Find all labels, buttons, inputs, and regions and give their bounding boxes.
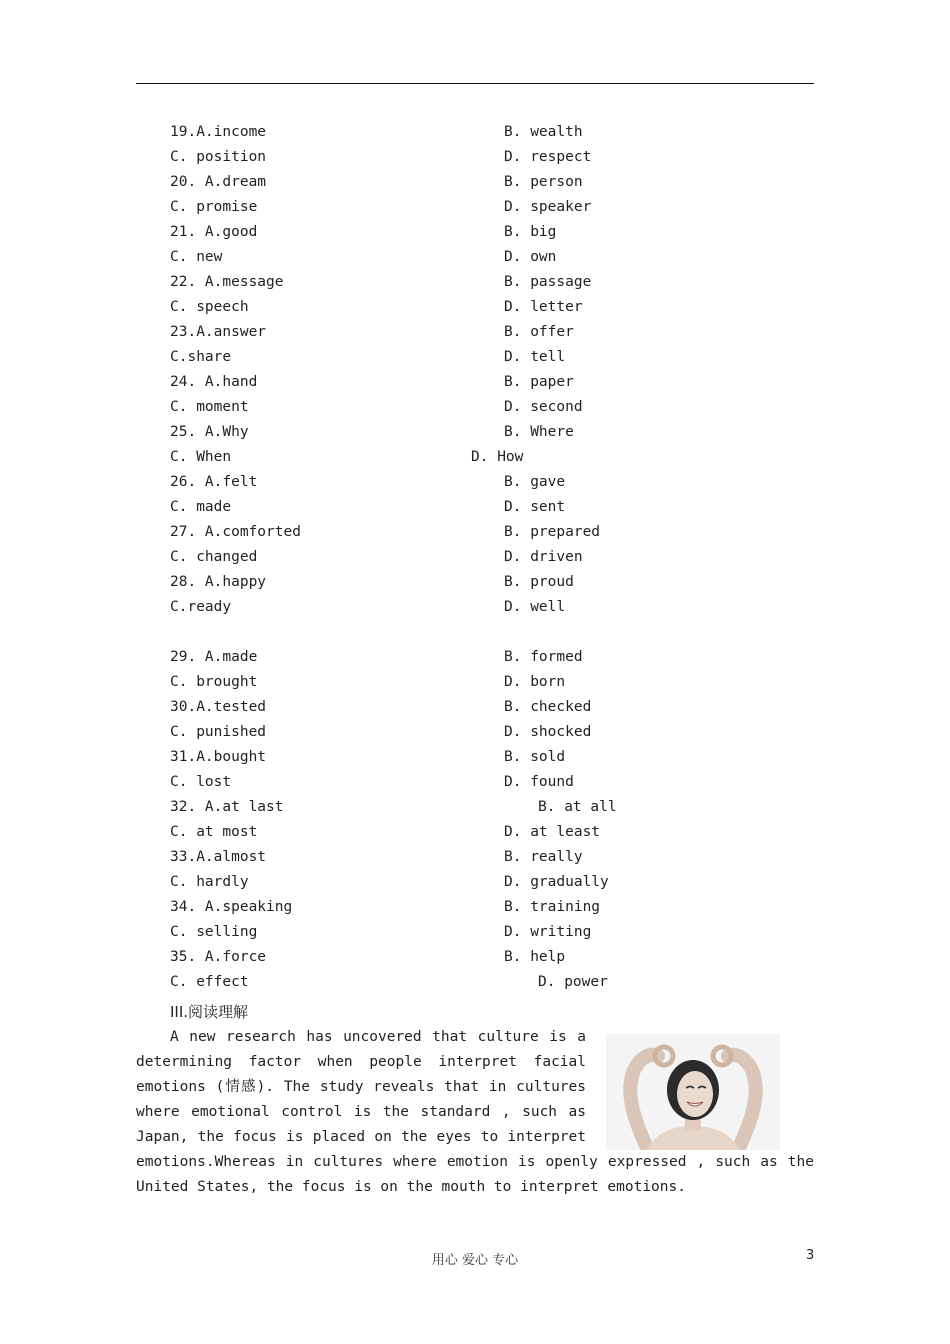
- option-right: B. proud: [504, 574, 574, 590]
- option-right: B. prepared: [504, 524, 601, 540]
- option-left: 27. A.comforted: [170, 524, 301, 540]
- option-row: [0, 445, 950, 470]
- option-right: D. own: [504, 249, 557, 265]
- option-left: C. moment: [170, 399, 249, 415]
- option-row: [0, 770, 950, 795]
- option-row: [0, 120, 950, 145]
- option-right: D. gradually: [504, 874, 609, 890]
- option-right: D. second: [504, 399, 583, 415]
- option-right: D. driven: [504, 549, 583, 565]
- header-rule: [136, 83, 814, 84]
- option-row: [0, 695, 950, 720]
- option-row: [0, 170, 950, 195]
- option-left: 32. A.at last: [170, 799, 284, 815]
- option-left: C. When: [170, 449, 232, 465]
- option-row: [0, 420, 950, 445]
- option-right: D. born: [504, 674, 566, 690]
- option-left: C.ready: [170, 599, 232, 615]
- option-right: B. formed: [504, 649, 583, 665]
- option-row: [0, 595, 950, 620]
- option-left: C. brought: [170, 674, 258, 690]
- option-left: C. lost: [170, 774, 232, 790]
- option-row: [0, 370, 950, 395]
- option-left: 35. A.force: [170, 949, 267, 965]
- option-left: C. position: [170, 149, 267, 165]
- option-right: D. tell: [504, 349, 566, 365]
- option-left: 34. A.speaking: [170, 899, 293, 915]
- option-row: [0, 820, 950, 845]
- option-row: [0, 795, 950, 820]
- option-left: 24. A.hand: [170, 374, 258, 390]
- option-right: D. sent: [504, 499, 566, 515]
- passage-line: determining factor when people interpret facial: [136, 1054, 586, 1070]
- option-left: C. hardly: [170, 874, 249, 890]
- option-left: 22. A.message: [170, 274, 284, 290]
- option-row: [0, 720, 950, 745]
- option-row: [0, 970, 950, 995]
- option-left: C. effect: [170, 974, 249, 990]
- passage-line: United States, the focus is on the mouth to interpret emotions.: [136, 1179, 686, 1195]
- option-row: [0, 345, 950, 370]
- option-row: [0, 920, 950, 945]
- passage-line: where emotional control is the standard , such as: [136, 1104, 586, 1120]
- option-left: C. punished: [170, 724, 267, 740]
- option-row: [0, 570, 950, 595]
- footer-slogan: 用心 爱心 专心: [431, 1253, 519, 1268]
- option-left: 33.A.almost: [170, 849, 267, 865]
- option-left: C. made: [170, 499, 232, 515]
- option-row: [0, 395, 950, 420]
- woman-photo: [606, 1034, 780, 1150]
- option-row: [0, 645, 950, 670]
- option-left: 23.A.answer: [170, 324, 267, 340]
- option-row: [0, 145, 950, 170]
- option-row: [0, 320, 950, 345]
- option-right: D. writing: [504, 924, 592, 940]
- option-left: 19.A.income: [170, 124, 267, 140]
- option-row: [0, 270, 950, 295]
- option-right: B. offer: [504, 324, 574, 340]
- option-row: [0, 195, 950, 220]
- option-left: 31.A.bought: [170, 749, 267, 765]
- option-left: 28. A.happy: [170, 574, 267, 590]
- option-right: D. power: [538, 974, 608, 990]
- option-right: D. How: [471, 449, 524, 465]
- option-right: D. speaker: [504, 199, 592, 215]
- passage-line: Japan, the focus is placed on the eyes to interpret: [136, 1129, 586, 1145]
- option-right: B. passage: [504, 274, 592, 290]
- option-right: B. checked: [504, 699, 592, 715]
- option-row: [0, 495, 950, 520]
- option-row: [0, 870, 950, 895]
- option-row: [0, 895, 950, 920]
- option-left: C. changed: [170, 549, 258, 565]
- option-right: D. letter: [504, 299, 583, 315]
- passage-line: emotions.Whereas in cultures where emotion is openly expressed , such as the: [136, 1154, 814, 1170]
- option-right: D. found: [504, 774, 574, 790]
- option-right: D. shocked: [504, 724, 592, 740]
- option-row: [0, 945, 950, 970]
- option-row: [0, 520, 950, 545]
- option-row: [0, 670, 950, 695]
- option-right: B. gave: [504, 474, 566, 490]
- woman-illustration: [606, 1034, 780, 1150]
- option-left: C. promise: [170, 199, 258, 215]
- option-right: B. paper: [504, 374, 574, 390]
- section-heading: III.阅读理解: [170, 1003, 249, 1021]
- option-row: [0, 220, 950, 245]
- option-left: C. speech: [170, 299, 249, 315]
- page-number: 3: [806, 1248, 815, 1263]
- option-left: 29. A.made: [170, 649, 258, 665]
- option-left: C. new: [170, 249, 223, 265]
- option-left: C. selling: [170, 924, 258, 940]
- option-row: [0, 295, 950, 320]
- option-row: [0, 470, 950, 495]
- option-left: 30.A.tested: [170, 699, 267, 715]
- option-left: 21. A.good: [170, 224, 258, 240]
- option-row: [0, 545, 950, 570]
- option-right: B. Where: [504, 424, 574, 440]
- option-right: B. at all: [538, 799, 617, 815]
- option-right: D. at least: [504, 824, 601, 840]
- option-left: 26. A.felt: [170, 474, 258, 490]
- passage-line: A new research has uncovered that culture is a: [170, 1029, 586, 1045]
- option-left: 20. A.dream: [170, 174, 267, 190]
- option-left: C.share: [170, 349, 232, 365]
- option-right: B. wealth: [504, 124, 583, 140]
- option-row: [0, 845, 950, 870]
- option-left: C. at most: [170, 824, 258, 840]
- option-row: [0, 245, 950, 270]
- option-left: 25. A.Why: [170, 424, 249, 440]
- option-right: D. well: [504, 599, 566, 615]
- option-right: B. big: [504, 224, 557, 240]
- passage-line: emotions (情感). The study reveals that in cultures: [136, 1079, 586, 1095]
- option-right: B. help: [504, 949, 566, 965]
- option-right: B. sold: [504, 749, 566, 765]
- option-right: B. training: [504, 899, 601, 915]
- option-row: [0, 745, 950, 770]
- option-right: B. really: [504, 849, 583, 865]
- option-right: B. person: [504, 174, 583, 190]
- option-right: D. respect: [504, 149, 592, 165]
